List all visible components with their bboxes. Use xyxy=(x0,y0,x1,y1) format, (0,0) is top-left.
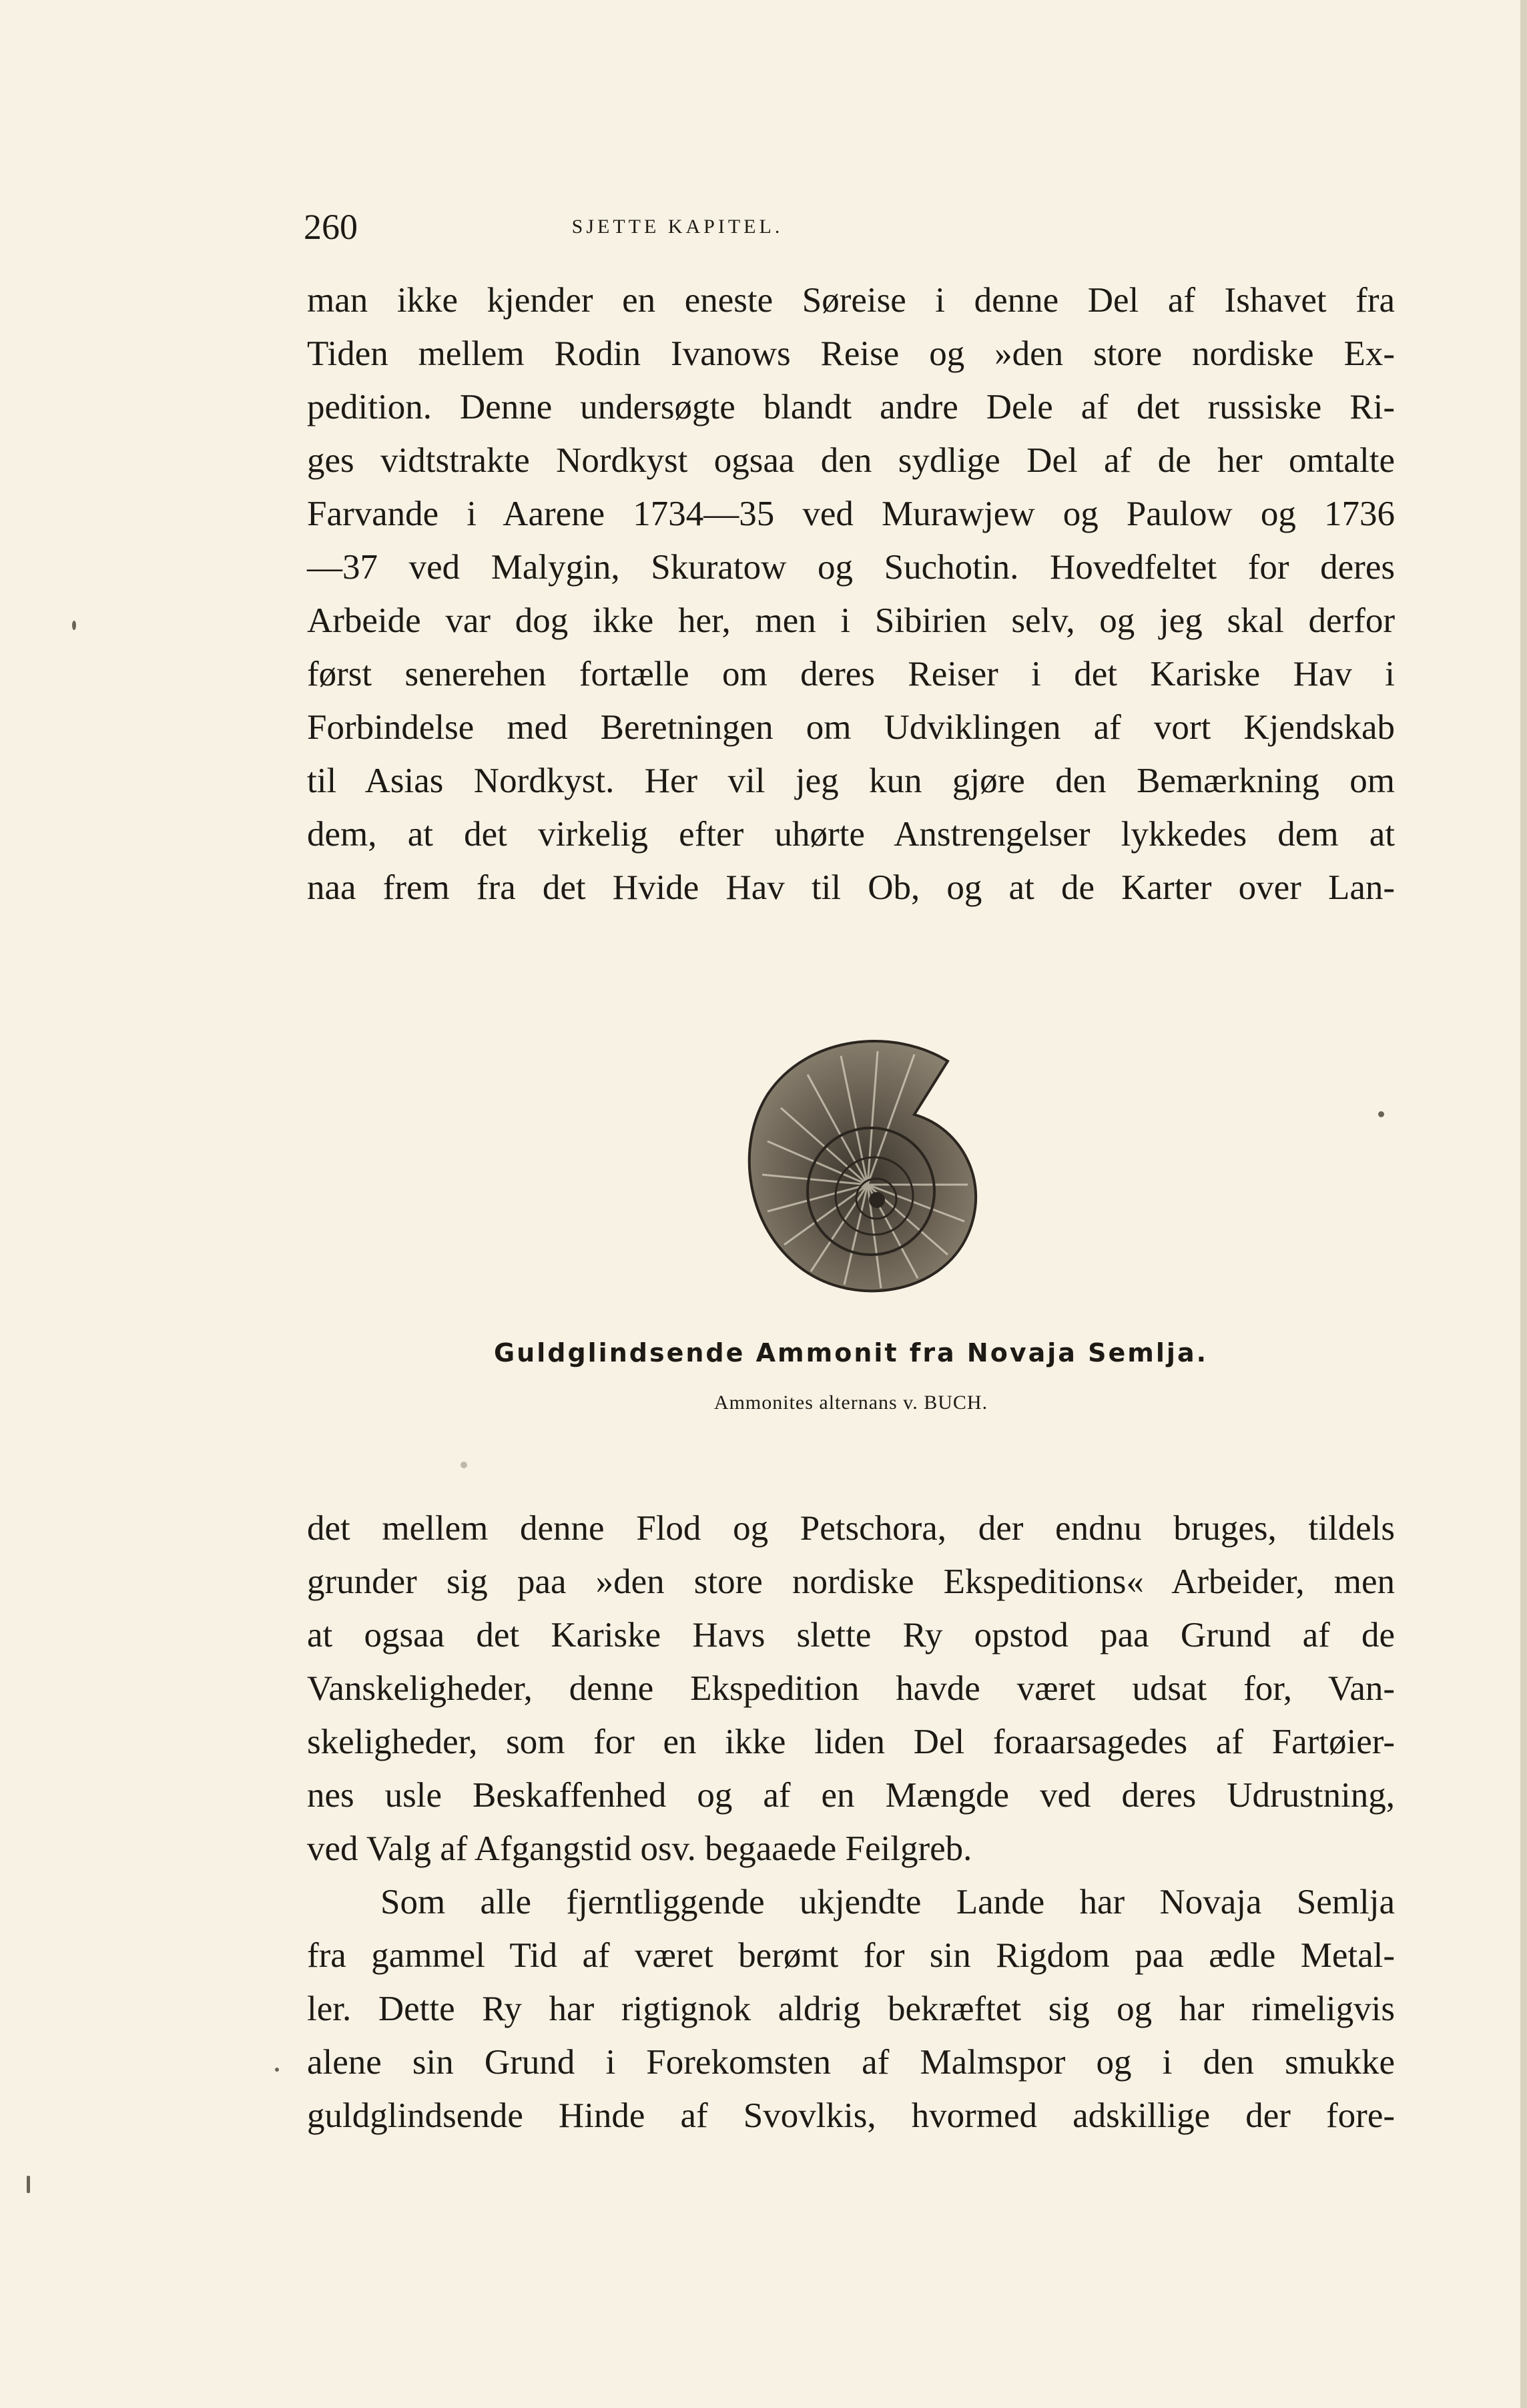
text-line: først senerehen fortælle om deres Reiser i det Kariske Hav i xyxy=(307,655,1395,693)
text-line: pedition. Denne undersøgte blandt andre Dele af det russiske Ri- xyxy=(307,388,1395,426)
ammonite-icon xyxy=(727,1014,994,1315)
page-header xyxy=(304,200,1398,254)
text-line: —37 ved Malygin, Skuratow og Suchotin. Hovedfeltet for deres xyxy=(307,548,1395,587)
text-line: ler. Dette Ry har rigtignok aldrig bekræftet sig og har rimeligvis xyxy=(307,1990,1395,2028)
text-line: guldglindsende Hinde af Svovlkis, hvormed adskillige der fore- xyxy=(307,2096,1395,2135)
body-text-bottom xyxy=(307,1502,1395,2142)
text-line: grunder sig paa »den store nordiske Ekspeditions« Arbeider, men xyxy=(307,1562,1395,1601)
text-line: det mellem denne Flod og Petschora, der endnu bruges, tildels xyxy=(307,1509,1395,1548)
ink-speck xyxy=(27,2176,30,2193)
ink-speck xyxy=(275,2068,279,2072)
text-line: man ikke kjender en eneste Søreise i denne Del af Ishavet fra xyxy=(307,281,1395,320)
text-line: Farvande i Aarene 1734—35 ved Murawjew og Paulow og 1736 xyxy=(307,495,1395,533)
text-line: alene sin Grund i Forekomsten af Malmspor og i den smukke xyxy=(307,2043,1395,2082)
text-line: Som alle fjerntliggende ukjendte Lande har Novaja Semlja xyxy=(380,1883,1395,1921)
ink-speck xyxy=(72,621,76,630)
figure-caption-title: Guldglindsende Ammonit fra Novaja Semlja. xyxy=(493,1338,1209,1368)
text-line: Vanskeligheder, denne Ekspedition havde været udsat for, Van- xyxy=(307,1669,1395,1708)
text-line: dem, at det virkelig efter uhørte Anstrengelser lykkedes dem at xyxy=(307,815,1395,854)
text-line: naa frem fra det Hvide Hav til Ob, og at de Karter over Lan- xyxy=(307,868,1395,907)
page-number: 260 xyxy=(304,207,358,247)
ink-speck xyxy=(1378,1111,1384,1117)
text-line: ges vidtstrakte Nordkyst ogsaa den sydlige Del af de her omtalte xyxy=(307,441,1395,480)
text-line: Arbeide var dog ikke her, men i Sibirien selv, og jeg skal derfor xyxy=(307,601,1395,640)
text-line: Tiden mellem Rodin Ivanows Reise og »den store nordiske Ex- xyxy=(307,334,1395,373)
ink-speck xyxy=(461,1462,467,1468)
body-text-top xyxy=(307,274,1395,914)
ammonite-illustration xyxy=(727,1014,994,1315)
text-line: Forbindelse med Beretningen om Udviklingen af vort Kjendskab xyxy=(307,708,1395,747)
running-head: SJETTE KAPITEL. xyxy=(571,216,784,238)
text-line: til Asias Nordkyst. Her vil jeg kun gjøre den Bemærkning om xyxy=(307,762,1395,800)
figure-caption-subtitle: Ammonites alternans v. BUCH. xyxy=(713,1392,988,1414)
text-line: ved Valg af Afgangstid osv. begaaede Feilgreb. xyxy=(307,1829,972,1868)
text-line: at ogsaa det Kariske Havs slette Ry opstod paa Grund af de xyxy=(307,1616,1395,1654)
text-line: fra gammel Tid af været berømt for sin Rigdom paa ædle Metal- xyxy=(307,1936,1395,1975)
text-line: nes usle Beskaffenhed og af en Mængde ved deres Udrustning, xyxy=(307,1776,1395,1815)
text-line: skeligheder, som for en ikke liden Del foraarsagedes af Fartøier- xyxy=(307,1723,1395,1761)
